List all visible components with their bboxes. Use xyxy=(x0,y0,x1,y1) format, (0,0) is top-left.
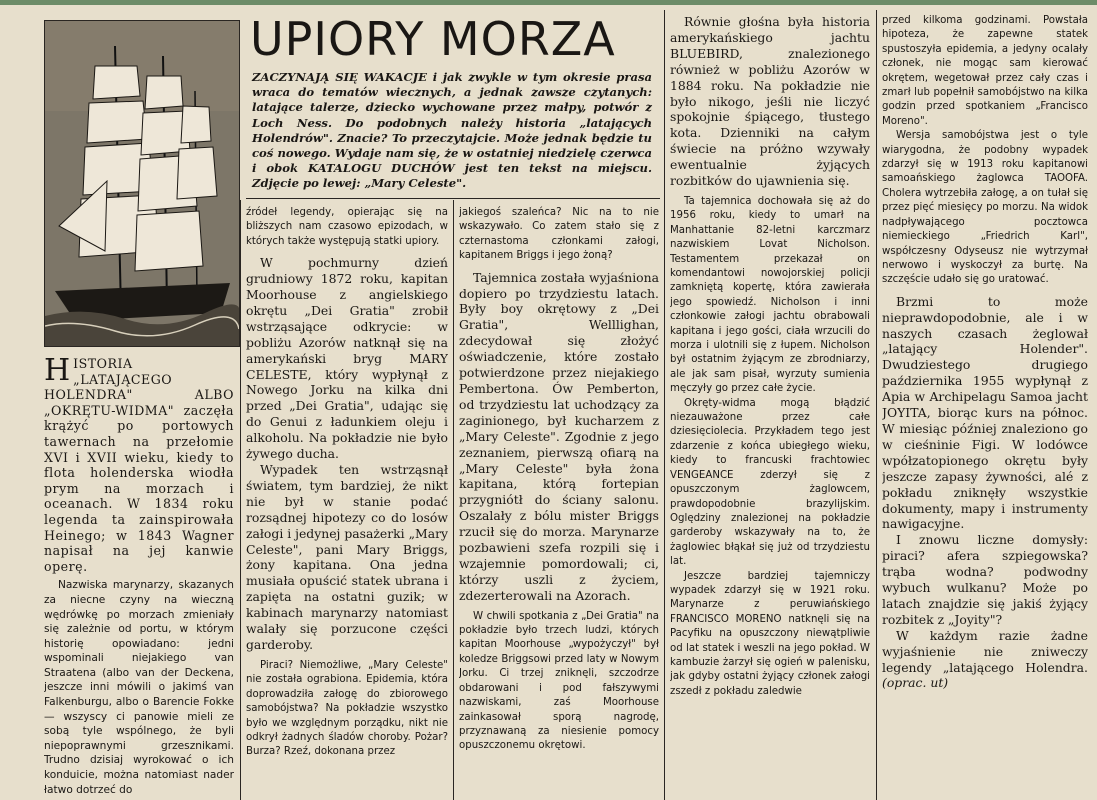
column-rule-4 xyxy=(876,10,877,800)
col4-text-a xyxy=(670,14,870,189)
paragraph: W pochmurny dzień grudniowy 1872 roku, kapitan Moorhouse z angielskiego okrętu „Dei Gratia" zrobił wstrząsające odkrycie: w pobliżu Azorów natknął się na amerykański bryg MARY CELESTE, który wypłynął z Nowego Jorku na kilka dni przed „Dei Gratia", udając się do Genui z ładunkiem oleju i alkoholu. Na pokładzie nie było żywego ducha. xyxy=(246,255,448,462)
column-4 xyxy=(670,14,870,800)
column-1 xyxy=(44,356,234,800)
paragraph: Równie głośna była historia amerykańskiego jachtu BLUEBIRD, znalezionego również w pobliżu Azorów w 1884 roku. Na pokładzie nie było nikogo, jeśli nie liczyć spokojnie śpiącego, tłustego kota. Dzienniki na całym świecie na próżno wzywały ewentualnie żyjących rozbitków do ujawnienia się. xyxy=(670,14,870,189)
col3-text-c xyxy=(459,610,659,754)
drop-cap: H xyxy=(44,356,71,388)
col5-text-a xyxy=(882,14,1088,288)
col4-text-b xyxy=(670,195,870,699)
byline: (oprac. ut) xyxy=(882,675,949,691)
column-rule-3 xyxy=(664,10,665,800)
article-lead: ZACZYNAJĄ SIĘ WAKACJE i jak zwykle w tym okresie prasa wraca do tematów wiecznych, a jednak zawsze czytanych: latające talerze, dziecko wychowane przez małpy, potwór z Loch Ness. Do podobnych należy historia „latających Holendrów". Znacie? To przeczytajcie. Może jednak będzie tu coś nowego. Wydaje nam się, że w ostatniej niedzielę czerwca i obok KATALOGU DUCHÓW jest ten tekst na miejscu. Zdjęcie po lewej: „Mary Celeste". xyxy=(252,70,652,191)
column-3 xyxy=(459,206,659,800)
col2-text-b xyxy=(246,255,448,653)
paragraph: Nazwiska marynarzy, skazanych za niecne czyny na wieczną wędrówkę po morzach zmieniały się zależnie od portu, w którym historię opowiadano: jedni wspominali niejakiego van Straatena (albo van der Deckena, jeszcze inni mówili o jakimś van Falkenburgu, albo o Barencie Fokke — wszyscy ci panowie mieli ze sobą tyle wspólnego, że byli niepoprawnymi grzesznikami. Trudno dzisiaj wyrokować o ich konduicie, można natomiast nader łatwo dotrzeć do xyxy=(44,579,234,796)
paragraph: Jeszcze bardziej tajemniczy wypadek zdarzył się w 1921 roku. Marynarze z peruwiańskiego FRANCISCO MORENO natknęli się na Pacyfiku na opuszczony niewątpliwie od lat statek i weszli na jego pokład. W kambuzie żarzył się ogień w palenisku, jak gdyby ostatni żyjący członek załogi zszedł z pokładu zaledwie xyxy=(670,570,870,697)
paragraph: I znowu liczne domysły: piraci? afera szpiegowska? trąba wodna? podwodny wybuch wulkanu? Może po latach znajdzie się jakiś żyjący rozbitek z „Joyity"? xyxy=(882,532,1088,627)
paragraph: Piraci? Niemożliwe, „Mary Celeste" nie została ograbiona. Epidemia, która doprowadziła załogę do zbiorowego samobójstwa? Na pokładzie wszystko było we względnym porządku, nikt nie odkrył żadnych śladów choroby. Pożar? Burza? Rzeź, dokonana przez xyxy=(246,659,448,758)
lead-bottom-rule xyxy=(246,198,660,199)
ship-illustration xyxy=(45,21,239,346)
column-rule-1 xyxy=(240,200,241,800)
column-rule-2 xyxy=(453,200,454,800)
col2-text-a xyxy=(246,206,448,249)
col3-text-b xyxy=(459,270,659,604)
column-2 xyxy=(246,206,448,800)
sailing-ship-photo xyxy=(44,20,240,347)
col1-text xyxy=(44,578,234,797)
paragraph: przed kilkoma godzinami. Powstała hipoteza, że zapewne statek spustoszyła epidemia, a jedyny ocalały członek, nie mogąc sam kierować okrętem, wegetował przez cały czas i zmarł lub popełnił samobójstwo na kilka godzin przed spotkaniem „Francisco Moreno". xyxy=(882,15,1088,127)
paragraph: Wersja samobójstwa jest o tyle wiarygodna, że podobny wypadek zdarzył się w 1913 roku kapitanowi samoańskiego żaglowca TAOOFA. Cholera wytrzebiła załogę, a on tułał się przez pięć miesięcy po morzu. Na widok nadpływającego pocztowca niemieckiego „Friedrich Karl", współczesny Odyseusz nie wytrzymał nerwowo i wyskoczył za burtę. Na szczęście udało się go uratować. xyxy=(882,130,1088,286)
intro-paragraph: HISTORIA „LATAJĄCEGO HOLENDRA" ALBO „OKRĘTU-WIDMA" zaczęła krążyć po portowych tawernach na przełomie XVI i XVII wieku, kiedy to flota holenderska wiodła prym na morzach i oceanach. W 1834 roku legenda ta zainspirowała Heinego; w 1843 Wagner napisał na jej kanwie operę. xyxy=(44,356,234,574)
paragraph: Okręty-widma mogą błądzić niezauważone przez całe dziesięciolecia. Przykładem tego jest zdarzenie z końca ubiegłego wieku, kiedy to francuski frachtowiec VENGEANCE zderzył się z opuszczonym żaglowcem, prawdopodobnie brazylijskim. Oględziny znalezionej na pokładzie garderoby wskazywały na to, że żaglowiec błąkał się już od trzydziestu lat. xyxy=(670,397,870,568)
paragraph: Brzmi to może nieprawdopodobnie, ale i w naszych czasach żeglował „latający Holender". Dwudziestego drugiego października 1955 wypłynął z Apia w Archipelagu Samoa jacht JOYITA, biorąc kurs na północ. W miesiąc później znaleziono go w cieśninie Figi. W lodówce wpółzatopionego okrętu były jeszcze zapasy żywności, alé z pokładu zniknęły wszystkie dokumenty, mapy i instrumenty nawigacyjne. xyxy=(882,293,1088,532)
column-5 xyxy=(882,14,1088,800)
article-title: UPIORY MORZA xyxy=(250,12,616,66)
paragraph: Ta tajemnica dochowała się aż do 1956 roku, kiedy to umarł na Manhattanie 82-letni karczmarz nazwiskiem Lovat Nicholson. Testamentem przekazał on komendantowi nowojorskiej policji zamkniętą kopertę, która zawierała jego spowiedź. Nicholson i inni członkowie załogi jachtu obrabowali kapitana i jego gości, ciała wrzucili do morza i ulotnili się z łupem. Nicholson był ostatnim żyjącym ze zbrodniarzy, ale jak sam pisał, wyrzuty sumienia męczyły go przez całe życie. xyxy=(670,195,870,395)
paragraph: Wypadek ten wstrząsnął światem, tym bardziej, że nikt nie był w stanie podać rozsądnej hipotezy co do losów załogi i jedynej pasażerki „Mary Celeste", pani Mary Briggs, żony kapitana. Ona jedna musiała opuścić statek ubrana i zapięta na ostatni guzik; w kabinach marynarzy natomiast walały się porzucone części garderoby. xyxy=(246,462,448,652)
top-color-rule xyxy=(0,0,1097,5)
paragraph: W każdym razie żadne wyjaśnienie nie zniweczy legendy „latającego Holendra. (oprac. ut) xyxy=(882,627,1088,691)
col2-text-c xyxy=(246,659,448,760)
paragraph: jakiegoś szaleńca? Nic na to nie wskazywało. Co zatem stało się z czternastoma członkami załogi, kapitanem Briggs i jego żoną? xyxy=(459,207,659,262)
paragraph: źródeł legendy, opierając się na bliższych nam czasowo epizodach, w których także występują statki upiory. xyxy=(246,207,448,247)
paragraph: W chwili spotkania z „Dei Gratia" na pokładzie było trzech ludzi, których kapitan Moorhouse „wypożyczył" był koledze Briggsowi przed laty w Nowym Jorku. Ci trzej zniknęli, szczodrze obdarowani i pod fałszywymi nazwiskami, zaś Moorhouse zainkasował sporą nagrodę, przyznawaną za niesienie pomocy opuszczonemu okrętowi. xyxy=(459,610,659,752)
col3-text-a xyxy=(459,206,659,264)
col5-text-b xyxy=(882,294,1088,692)
paragraph: Tajemnica została wyjaśniona dopiero po trzydziestu latach. Były boy okrętowy z „Dei Gratia", Welllighan, zdecydował się złożyć oświadczenie, które zostało potwierdzone przez niejakiego Pembertona. Ów Pemberton, od trzydziestu lat uchodzący za zaginionego, był kucharzem z „Mary Celeste". Zgodnie z jego zeznaniem, pierwszą ofiarą na „Mary Celeste" była żona kapitana, którą fortepian przygniótł do ściany salonu. Oszalały z bólu mister Briggs rzucił się do morza. Marynarze pozbawieni szefa rozpili się i wzajemnie pomordowali; ci, którzy uszli z życiem, zdezerterowali na Azorach. xyxy=(459,269,659,603)
